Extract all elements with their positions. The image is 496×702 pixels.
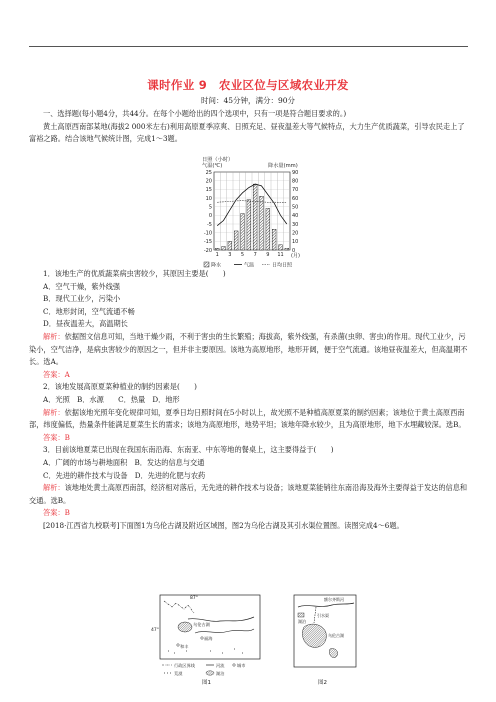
map2-legend-lake-label: 湖泊	[298, 619, 306, 624]
precip-bar	[222, 247, 226, 250]
map1-legend-lake-swatch	[206, 671, 214, 675]
question-1-option-c: C．地形封闭，空气流通不畅	[43, 306, 135, 316]
question-1-explanation	[29, 331, 469, 369]
question-2-explanation	[29, 407, 469, 432]
question-1-option-d: D．昼夜温差大，高温期长	[43, 319, 128, 329]
right-tick-label: 30	[292, 221, 299, 228]
right-tick-label: 60	[292, 195, 299, 202]
legend-temp-label: 气温	[244, 262, 255, 269]
question-3-answer: 答案：B	[43, 508, 70, 518]
left-tick-label: -15	[203, 239, 212, 246]
left-tick-label: -20	[203, 247, 212, 254]
map1-legend-city-swatch	[233, 664, 235, 666]
precip-bar	[279, 245, 283, 250]
left-tick-label: -10	[203, 230, 212, 237]
question-2-answer: 答案：B	[43, 432, 70, 442]
explanation-label: 解析：	[43, 407, 65, 417]
left-tick-label: 15	[205, 187, 212, 194]
question-2-stem: 2．该地发展高原夏菜种植业的制约因素是( )	[43, 382, 197, 392]
time-score-meta: 时间：45分钟，满分：90分	[200, 96, 296, 105]
left-axis-title-2: 气温(℃)	[202, 163, 223, 169]
legend-precip-label: 降水	[211, 262, 222, 269]
month-tick-label: 11	[277, 252, 284, 258]
left-tick-label: 25	[205, 169, 212, 176]
month-tick-label: 1	[215, 252, 219, 258]
map1-city-hefeng	[177, 644, 179, 646]
question-3-stem: 3．目前该地夏菜已出现在我国东南沿海、东南亚、中东等地的餐桌上，这主要得益于( )	[43, 445, 334, 455]
context-paragraph: 黄土高原西南部某地(海拔2 000米左右)利用高原夏季凉爽、日照充足、昼夜温差大等气候特点，大力生产优质蔬菜，引导农民走上了富裕之路。结合该地气候统计图，完成1～3题。	[29, 121, 465, 144]
explanation-label: 解析：	[43, 483, 65, 493]
explanation-text: 依据该地光照年变化规律可知，夏季日均日照时间在5小时以上，故光照不是种植高原夏菜的制约因素；该地位于黄土高原西南部，纬度偏低，热量条件能满足夏菜生长的需求；该地为高原地形，地势平坦；该地年降水较少，且为高原地形，地下水埋藏较深。选B。	[29, 407, 466, 430]
map-figure-2	[290, 593, 360, 685]
right-tick-label: 40	[292, 213, 299, 220]
map1-legend-lake-label: 湖泊	[216, 671, 225, 676]
legend-precip-swatch	[204, 262, 209, 267]
map1-longitude: 87°	[190, 596, 198, 601]
map1-legend-desert-label: 荒漠	[174, 671, 183, 676]
left-tick-label: 10	[205, 195, 212, 202]
precip-bar	[253, 184, 257, 250]
question-1-answer: 答案：A	[43, 369, 70, 379]
right-tick-label: 70	[292, 187, 299, 194]
precip-bar	[266, 208, 270, 250]
explanation-text: 该地地处黄土高原西南部，经济相对落后，无先进的耕作技术与设备；该地夏菜能销往东南沿海及海外主要得益于发达的信息和交通。选B。	[29, 483, 468, 505]
question-3-options-2: C．先进的耕作技术与设备 D．先进的化肥与农药	[43, 470, 206, 480]
map1-lake	[178, 622, 192, 632]
top-rule	[29, 46, 468, 47]
right-axis-title: 降水量(mm)	[268, 163, 298, 169]
left-axis-title-1: 日照（小时）	[202, 157, 234, 163]
map1-lake-label: 乌伦古湖	[193, 622, 210, 627]
page-title: 课时作业 9 农业区位与区域农业开发	[147, 78, 349, 92]
question-3-explanation	[29, 482, 469, 507]
question-3-options-1: A．广阔的市场与耕地面积 B．发达的信息与交通	[43, 457, 205, 467]
map2-lake-label: 乌伦古湖	[328, 633, 344, 638]
month-tick-label: 7	[253, 252, 257, 258]
map1-city-fuhai	[201, 637, 203, 639]
map1-frame	[160, 595, 260, 659]
precip-bar	[285, 248, 289, 250]
right-tick-label: 20	[292, 230, 299, 237]
map1-legend-river-label: 河流	[216, 663, 225, 668]
month-unit-label: (月)	[291, 253, 300, 259]
map2-caption: 图2	[318, 680, 327, 685]
climate-chart	[190, 154, 320, 272]
left-tick-label: 5	[208, 204, 212, 211]
right-tick-label: 90	[292, 169, 299, 176]
map1-city-fuhai-label: 福海	[204, 636, 213, 641]
precip-bar	[241, 214, 245, 250]
map1-caption: 图1	[202, 680, 211, 685]
precip-bar	[234, 231, 238, 250]
map1-latitude: 47°	[151, 628, 159, 633]
month-tick-label: 3	[228, 252, 232, 258]
map2-river-label: 额尔齐斯河	[324, 597, 344, 602]
month-tick-label: 5	[240, 252, 245, 258]
right-tick-label: 50	[292, 204, 299, 211]
map2-legend-lake-swatch	[298, 613, 304, 617]
right-tick-label: 80	[292, 178, 299, 185]
next-questions-intro: [2018·江西省九校联考]下面图1为乌伦古湖及附近区域图，图2为乌伦古湖及其引水渠位置图。读图完成4～6题。	[43, 520, 404, 530]
question-1-option-b: B．现代工业少，污染小	[43, 294, 121, 304]
precip-bar	[247, 200, 251, 250]
explanation-text: 依据图文信息可知，当地干燥少雨，不利于害虫的生长繁殖；海拔高，紫外线强，有杀菌(虫卵、害虫)的作用。现代工业少，污染小，空气洁净，是病虫害较少的原因之一，但并非主要原因。该地为高原地形，地形开阔，便于空气流通。该地昼夜温差大，但高温期不长。选A。	[29, 331, 468, 367]
map2-canal-label: 引水渠	[317, 613, 329, 618]
left-tick-label: -5	[207, 221, 212, 228]
right-tick-label: 0	[292, 247, 296, 254]
precip-bar	[260, 196, 264, 250]
section-instruction: 一、选择题(每小题4分，共44分。在每个小题给出的四个选项中，只有一项是符合题目要求的。)	[43, 109, 347, 118]
question-2-options: A．光照 B．水源 C．热量 D．地形	[43, 394, 180, 404]
map1-city-hefeng-label: 和丰	[180, 644, 189, 649]
month-tick-label: 9	[266, 252, 270, 258]
question-1-option-a: A．空气干燥，紫外线强	[43, 281, 121, 291]
left-tick-label: 20	[205, 178, 212, 185]
map1-legend-boundary-label: 行政区界线	[174, 663, 195, 668]
section-intro	[29, 108, 469, 146]
map2-lake-small	[329, 649, 337, 658]
map-figure-1	[150, 593, 270, 685]
left-tick-label: 0	[208, 213, 212, 220]
explanation-label: 解析：	[43, 331, 65, 341]
question-1-stem: 1．该地生产的优质蔬菜病虫害较少，其原因主要是( )	[43, 269, 226, 278]
precip-bar	[215, 248, 219, 250]
precip-bar	[228, 241, 232, 250]
precip-bar	[272, 229, 276, 250]
questions-block	[29, 268, 469, 532]
map1-legend-city-label: 城市	[237, 663, 246, 668]
right-tick-label: 10	[292, 239, 299, 246]
legend-sun-label: 日均日照	[272, 262, 293, 269]
